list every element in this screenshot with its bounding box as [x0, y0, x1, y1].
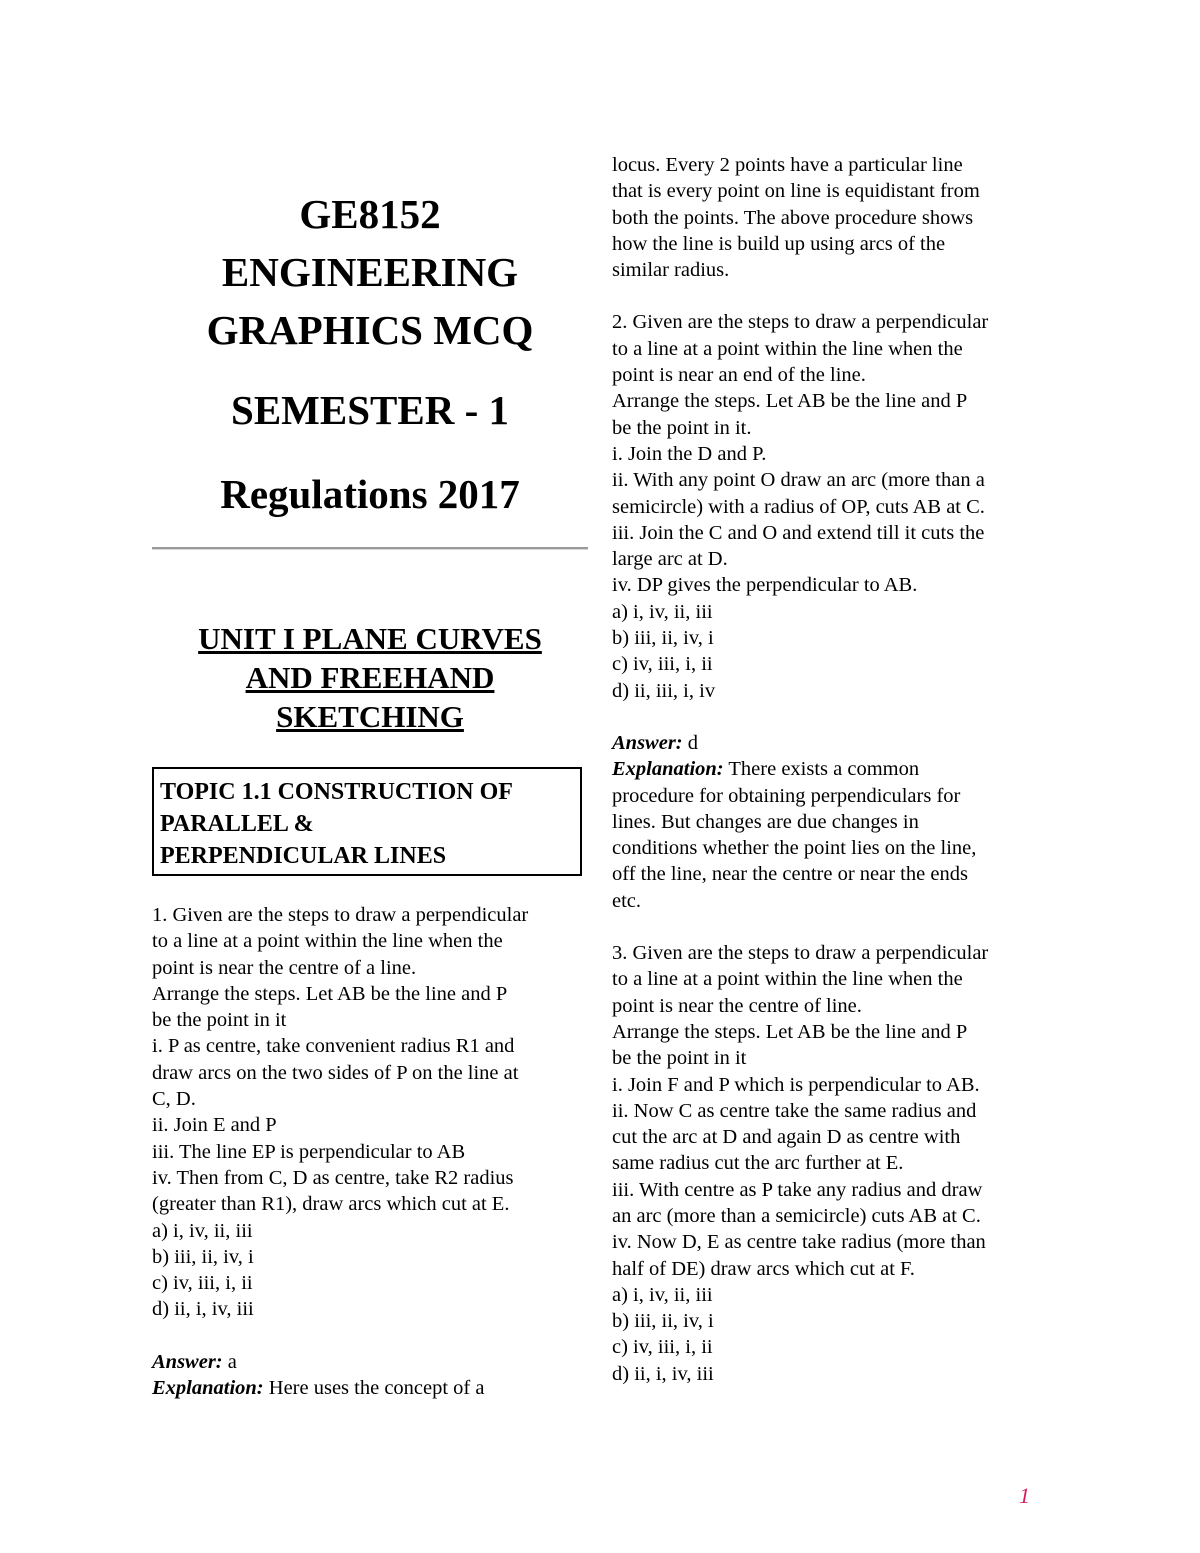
question-step-line: iii. With centre as P take any radius and draw — [612, 1178, 983, 1201]
question-step-line: C, D. — [152, 1088, 196, 1111]
unit-heading-line: SKETCHING — [276, 699, 464, 734]
question-step-line: iv. Then from C, D as centre, take R2 radius — [152, 1166, 514, 1189]
answer-value: d — [687, 731, 699, 754]
answer-line — [152, 1349, 592, 1375]
question-step-line: large arc at D. — [612, 548, 728, 571]
question-stem-line: to a line at a point within the line when the — [612, 337, 963, 360]
question-step-line: i. Join F and P which is perpendicular to AB. — [612, 1073, 980, 1096]
question-stem-line: be the point in it — [152, 1009, 287, 1032]
question-stem-line: Arrange the steps. Let AB be the line and P — [612, 1020, 968, 1043]
topic-line: TOPIC 1.1 CONSTRUCTION OF — [160, 779, 513, 805]
right-column — [612, 152, 1052, 1387]
question-step-line: draw arcs on the two sides of P on the line at — [152, 1061, 519, 1084]
option-c: c) iv, iii, i, ii — [152, 1272, 253, 1295]
explanation-text-line: similar radius. — [612, 259, 730, 282]
unit-heading — [152, 619, 588, 736]
question-step-line: iii. Join the C and O and extend till it cuts the — [612, 521, 985, 544]
question-stem-line: 2. Given are the steps to draw a perpendicular — [612, 311, 989, 334]
question-step-line: i. P as centre, take convenient radius R1 and — [152, 1035, 515, 1058]
option-b: b) iii, ii, iv, i — [612, 627, 714, 650]
question-step-line: iv. Now D, E as centre take radius (more than — [612, 1231, 986, 1254]
option-b: b) iii, ii, iv, i — [152, 1245, 254, 1268]
option-a: a) i, iv, ii, iii — [612, 1283, 713, 1306]
explanation-text-line: lines. But changes are due changes in — [612, 810, 919, 833]
topic-box — [152, 767, 582, 876]
unit-heading-line: AND FREEHAND — [245, 660, 495, 695]
explanation-text-line: that is every point on line is equidistant from — [612, 180, 980, 203]
question-stem-line: Arrange the steps. Let AB be the line and P — [152, 982, 508, 1005]
question-step-line: (greater than R1), draw arcs which cut at E. — [152, 1193, 510, 1216]
title-line: GE8152 — [299, 191, 441, 237]
question-stem-line: be the point in it. — [612, 416, 752, 439]
question-stem-line: be the point in it — [612, 1047, 747, 1070]
explanation-line — [152, 1375, 592, 1401]
question-step-line: iii. The line EP is perpendicular to AB — [152, 1140, 466, 1163]
question-stem-line: 1. Given are the steps to draw a perpendicular — [152, 904, 529, 926]
explanation-label: Explanation: — [612, 758, 724, 781]
option-c: c) iv, iii, i, ii — [612, 1336, 713, 1359]
title-line: GRAPHICS MCQ — [206, 307, 534, 353]
question-stem-line: Arrange the steps. Let AB be the line and P — [612, 390, 968, 413]
spacer — [612, 704, 1052, 730]
explanation-text-line: conditions whether the point lies on the line, — [612, 837, 977, 860]
option-a: a) i, iv, ii, iii — [612, 600, 713, 623]
question-stem-line: 3. Given are the steps to draw a perpendicular — [612, 942, 989, 965]
explanation-text-line: both the points. The above procedure shows — [612, 206, 974, 229]
question-stem-line: to a line at a point within the line when the — [152, 930, 503, 953]
option-c: c) iv, iii, i, ii — [612, 653, 713, 676]
page-number: 1 — [1019, 1483, 1030, 1508]
explanation-text-line: etc. — [612, 889, 642, 912]
title-line: ENGINEERING — [221, 249, 519, 295]
topic-line: PARALLEL & — [160, 811, 314, 837]
semester-heading: SEMESTER - 1 — [231, 387, 509, 433]
question-step-line: semicircle) with a radius of OP, cuts AB at C. — [612, 495, 985, 518]
explanation-text-line: procedure for obtaining perpendiculars for — [612, 784, 961, 807]
answer-label: Answer: — [612, 731, 683, 754]
explanation-label: Explanation: — [152, 1377, 264, 1400]
horizontal-rule — [152, 547, 588, 550]
question-stem-line: to a line at a point within the line when the — [612, 968, 963, 991]
question-step-line: an arc (more than a semicircle) cuts AB at C. — [612, 1204, 981, 1227]
option-d: d) ii, i, iv, iii — [152, 1298, 254, 1321]
question-step-line: i. Join the D and P. — [612, 442, 767, 465]
answer-label: Answer: — [152, 1350, 223, 1373]
explanation-text: Here uses the concept of a — [268, 1377, 485, 1400]
question-step-line: ii. With any point O draw an arc (more than a — [612, 469, 985, 492]
explanation-line — [612, 756, 1052, 782]
option-d: d) ii, i, iv, iii — [612, 1362, 714, 1385]
option-a: a) i, iv, ii, iii — [152, 1219, 253, 1242]
question-step-line: same radius cut the arc further at E. — [612, 1152, 904, 1175]
question-1 — [152, 902, 592, 1401]
question-stem-line: point is near an end of the line. — [612, 364, 866, 387]
spacer — [612, 283, 1052, 309]
answer-value: a — [227, 1350, 237, 1373]
question-step-line: half of DE) draw arcs which cut at F. — [612, 1257, 915, 1280]
regulations-heading: Regulations 2017 — [220, 471, 520, 517]
topic-line: PERPENDICULAR LINES — [160, 843, 447, 869]
unit-heading-line: UNIT I PLANE CURVES — [198, 621, 542, 656]
explanation-text-line: off the line, near the centre or near the ends — [612, 863, 968, 886]
option-d: d) ii, iii, i, iv — [612, 679, 716, 702]
answer-line — [612, 730, 1052, 756]
question-step-line: iv. DP gives the perpendicular to AB. — [612, 574, 918, 597]
question-3 — [612, 940, 1052, 1387]
question-step-line: ii. Join E and P — [152, 1114, 277, 1137]
spacer — [152, 1323, 592, 1349]
explanation-text: There exists a common — [728, 758, 920, 781]
explanation-text-line: locus. Every 2 points have a particular line — [612, 154, 963, 176]
question-2 — [612, 309, 1052, 914]
option-b: b) iii, ii, iv, i — [612, 1310, 714, 1333]
question-step-line: ii. Now C as centre take the same radius and — [612, 1099, 977, 1122]
question-stem-line: point is near the centre of a line. — [152, 956, 417, 979]
explanation-text-line: how the line is build up using arcs of the — [612, 232, 946, 255]
spacer — [612, 914, 1052, 940]
document-title — [152, 185, 588, 359]
question-step-line: cut the arc at D and again D as centre with — [612, 1126, 961, 1149]
question-stem-line: point is near the centre of line. — [612, 994, 862, 1017]
